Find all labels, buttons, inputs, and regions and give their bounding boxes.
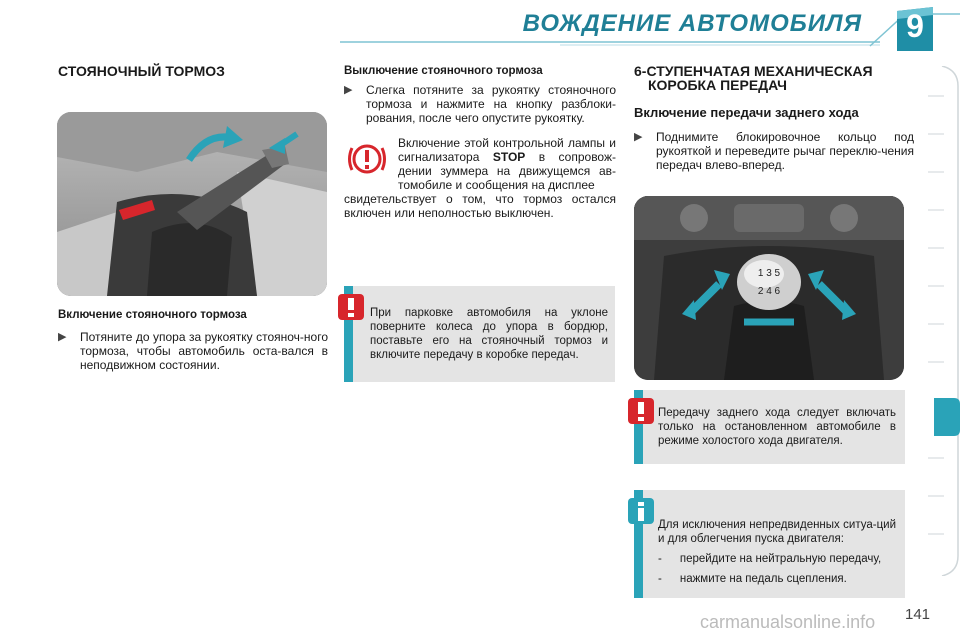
chapter-tabs-sidebar <box>928 66 960 576</box>
warning-lamp-text-rest: свидетельствует о том, что тормоз остался включен или неполностью выключен. <box>344 192 616 220</box>
bullet-icon: ▶ <box>634 131 643 143</box>
info-item-2: нажмите на педаль сцепления. <box>679 573 847 585</box>
list-item <box>58 330 328 372</box>
right-column <box>634 64 914 172</box>
engage-brake-section <box>58 308 328 372</box>
chapter-title: ВОЖДЕНИЕ АВТОМОБИЛЯ <box>522 10 862 37</box>
engage-brake-subtitle: Включение стояночного тормоза <box>58 309 247 321</box>
warning-lamp-text <box>398 136 616 192</box>
info-icon <box>628 498 654 524</box>
release-brake-subtitle: Выключение стояночного тормоза <box>344 65 543 77</box>
dash-icon: - <box>658 553 662 565</box>
engage-brake-text: Потяните до упора за рукоятку стояноч-ного тормоза, чтобы автомобиль оста-вался в неподвижном состоянии. <box>80 330 328 372</box>
left-column <box>58 64 328 78</box>
bullet-icon: ▶ <box>344 84 353 96</box>
warning-exclamation-icon-2 <box>628 398 654 424</box>
info-note-text: Для исключения непредвиденных ситуа-ций и для облегчения пуска двигателя: <box>658 519 896 545</box>
page-number: 141 <box>905 606 931 623</box>
gear-pattern-top: 1 3 5 <box>757 268 781 279</box>
gear-lever-photo <box>634 196 904 380</box>
stop-label: STOP <box>492 150 526 164</box>
gearbox-title-line1: 6-СТУПЕНЧАТАЯ МЕХАНИЧЕСКАЯ <box>634 63 873 79</box>
parking-brake-title: СТОЯНОЧНЫЙ ТОРМОЗ <box>58 63 225 79</box>
parking-brake-photo <box>57 112 327 296</box>
brake-warning-icon <box>346 138 388 180</box>
list-item <box>658 572 896 586</box>
chapter-number: 9 <box>906 8 924 44</box>
parking-brake-illustration <box>57 112 327 296</box>
middle-column <box>344 64 616 125</box>
release-brake-text: Слегка потяните за рукоятку стояночного тормоза и нажмите на кнопку разблоки-рования, после чего опустите рукоятку. <box>366 83 616 125</box>
list-item <box>344 83 616 125</box>
page-header <box>0 0 960 62</box>
info-note-section <box>658 518 896 586</box>
dash-icon: - <box>658 573 662 585</box>
gear-pattern-bottom: 2 4 6 <box>757 286 781 297</box>
bullet-icon: ▶ <box>58 331 67 343</box>
gear-lever-illustration <box>634 196 904 380</box>
reverse-gear-text: Поднимите блокировочное кольцо под рукояткой и переведите рычаг переклю-чения передач влево-вперед. <box>656 130 914 172</box>
info-item-1: перейдите на нейтральную передачу, <box>679 553 882 565</box>
parking-slope-text: При парковке автомобиля на уклоне поверните колеса до упора в бордюр, поставьте его на стояночный тормоз и включите передачу в коробке передач. <box>370 307 608 361</box>
watermark: carmanualsonline.info <box>700 612 876 632</box>
gearbox-title-line2: КОРОБКА ПЕРЕДАЧ <box>648 77 788 93</box>
reverse-gear-note-text: Передачу заднего хода следует включать только на остановленном автомобиле в режиме холостого хода двигателя. <box>658 407 896 447</box>
reverse-gear-subtitle: Включение передачи заднего хода <box>634 105 859 120</box>
warning-text-part1: Включение этой контрольной лампы и сигнализатора <box>398 136 616 164</box>
warning-exclamation-icon <box>338 294 364 320</box>
warning-text-part2: в сопровож-дении зуммера на движущемся ав-томобиле и сообщения на дисплее <box>398 150 616 192</box>
list-item <box>634 130 914 172</box>
list-item <box>658 552 896 566</box>
